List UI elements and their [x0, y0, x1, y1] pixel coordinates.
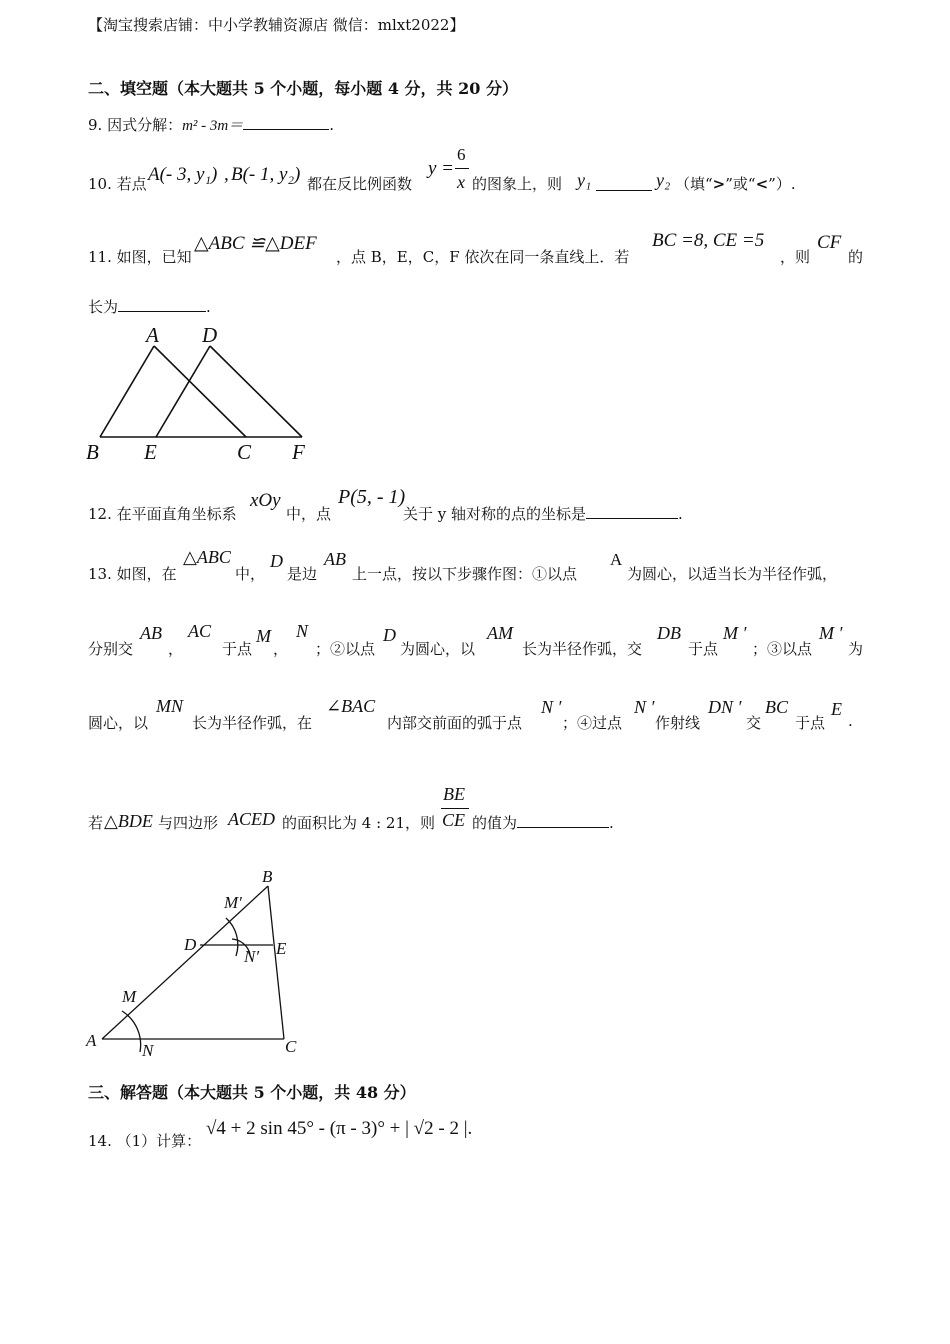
q13-fraction-denominator: CE — [442, 810, 466, 830]
q10-mid: 都在反比例函数 — [307, 175, 413, 193]
q13-ab: AB — [324, 549, 346, 569]
q13-db: DB — [657, 623, 681, 643]
q13-construction-figure — [80, 862, 320, 1062]
q11-line2: 长为 . — [88, 298, 211, 316]
q13-m-prime-2: M ′ — [819, 623, 843, 643]
q10-y1: y₁ — [577, 170, 592, 190]
q9-expression: m² - 3m＝ — [182, 118, 244, 134]
q10-y2: y₂ — [656, 170, 671, 190]
q13-l1c: 是边 — [287, 565, 318, 583]
label-d: D — [202, 323, 218, 347]
q13-l2e: 长为半径作弧，交 — [522, 640, 643, 658]
q13-angle-bac: ∠BAC — [326, 696, 376, 716]
q13-dn-prime: DN ′ — [708, 697, 742, 717]
q13-ac: AC — [188, 621, 212, 641]
q10-after: 的图象上，则 — [472, 175, 563, 193]
q13-answer-blank[interactable] — [517, 813, 609, 828]
q13-l3c: 内部交前面的弧于点 — [387, 714, 523, 732]
q13-l4a: 若 — [88, 814, 104, 832]
segment-ac — [154, 346, 246, 437]
q11-de: 的 — [848, 248, 864, 266]
fig-label-b: B — [262, 867, 273, 886]
q13-l3b: 长为半径作弧，在 — [192, 714, 313, 732]
q10-func-denominator: x — [457, 172, 465, 192]
q13-l1e: 为圆心，以适当长为半径作弧， — [627, 565, 838, 583]
q13-l2h: 为 — [848, 640, 864, 658]
q13-l2g: ；③以点 — [752, 640, 813, 658]
q10-point-a: A(- 3, y₁) — [148, 164, 218, 185]
q13-l2d: 为圆心，以 — [400, 640, 476, 658]
q12-answer-blank[interactable] — [586, 504, 678, 519]
q13-n-prime-2: N ′ — [634, 697, 655, 717]
q14-prefix: 14. （1）计算： — [88, 1132, 202, 1150]
q13-aced: ACED — [228, 809, 275, 829]
q10-func-numerator: 6 — [457, 145, 466, 164]
fig-label-d: D — [184, 935, 197, 954]
q13-n: N — [296, 621, 309, 641]
fig-label-m-prime: M′ — [224, 893, 242, 912]
q13-am: AM — [487, 623, 513, 643]
q12-point: P(5, - 1) — [338, 486, 406, 508]
q13-l3a: 圆心，以 — [88, 714, 149, 732]
q13-bc: BC — [765, 697, 789, 717]
q13-d: D — [270, 551, 283, 571]
q10-prefix: 10. 若点 — [88, 175, 147, 193]
section-3-title: 三、解答题（本大题共 5 个小题，共 48 分） — [88, 1083, 416, 1102]
segment-bc — [268, 886, 284, 1039]
q11-cf: CF — [817, 232, 842, 253]
q13-fraction-numerator: BE — [443, 784, 465, 804]
q13-a: A — [610, 550, 623, 569]
label-c: C — [237, 440, 252, 464]
label-b: B — [86, 440, 99, 464]
q10-sep: , — [224, 164, 229, 185]
q11-points: ，点 B，E，C，F 依次在同一条直线上．若 — [336, 248, 630, 266]
q10-answer-blank[interactable] — [596, 176, 652, 191]
q11-then: ，则 — [780, 248, 811, 266]
fig-label-m: M — [122, 987, 137, 1006]
q12-xoy: xOy — [250, 490, 281, 511]
q13-l1a: 13. 如图，在 — [88, 565, 177, 583]
section-2-title: 二、填空题（本大题共 5 个小题，每小题 4 分，共 20 分） — [88, 79, 518, 98]
q13-l3f: 交 — [746, 714, 762, 732]
q13-l4d: 的值为 . — [472, 814, 614, 832]
question-9 — [88, 114, 334, 135]
q11-prefix: 11. 如图，已知 — [88, 248, 192, 266]
q11-congruence: △ABC ≌△DEF — [194, 233, 317, 254]
fig-label-c: C — [285, 1037, 297, 1056]
q11-triangles-figure — [84, 320, 324, 468]
label-a: A — [146, 323, 159, 347]
q13-m: M — [256, 626, 271, 646]
q11-answer-blank[interactable] — [118, 297, 206, 312]
q13-triangle-bde: △BDE — [104, 811, 153, 831]
q13-e: E — [831, 699, 842, 719]
fig-label-a: A — [86, 1031, 97, 1050]
q9-end: . — [329, 116, 335, 134]
q13-ab2: AB — [140, 623, 162, 643]
q12-after: 关于 y 轴对称的点的坐标是 . — [403, 505, 683, 523]
q13-l1b: 中， — [235, 565, 266, 583]
q10-fraction-bar — [455, 168, 469, 169]
q10-point-b: B(- 1, y₂) — [231, 164, 301, 185]
q13-n-prime: N ′ — [541, 697, 562, 717]
q9-answer-blank[interactable] — [243, 115, 329, 130]
q13-d2: D — [383, 625, 396, 645]
q13-l2b: 于点 — [222, 640, 253, 658]
fig-label-n-prime: N′ — [244, 947, 260, 966]
q10-fill-hint: （填“>”或“<”）. — [675, 175, 796, 193]
q13-l3d: ；④过点 — [562, 714, 623, 732]
segment-df — [210, 346, 302, 437]
fig-label-n: N — [142, 1041, 154, 1060]
q11-condition: BC =8, CE =5 — [652, 230, 765, 251]
q13-comma2: ， — [273, 640, 289, 658]
segment-ba — [100, 346, 154, 437]
q13-comma: ， — [168, 640, 184, 658]
q13-mn: MN — [156, 696, 183, 716]
label-e: E — [144, 440, 157, 464]
segment-ed — [156, 346, 210, 437]
q13-l3h: . — [848, 712, 853, 730]
q10-func-lhs: y = — [428, 158, 455, 179]
q13-l1d: 上一点，按以下步骤作图：①以点 — [352, 565, 578, 583]
q12-mid: 中，点 — [286, 505, 332, 523]
fig-label-e: E — [276, 939, 287, 958]
label-f: F — [292, 440, 305, 464]
q13-m-prime: M ′ — [723, 623, 747, 643]
q13-fraction-bar — [441, 808, 469, 809]
q13-l2f: 于点 — [688, 640, 719, 658]
q13-l4c: 的面积比为 4 : 21，则 — [282, 814, 435, 832]
q13-l4b: 与四边形 — [158, 814, 219, 832]
header-text: 【淘宝搜索店铺：中小学教辅资源店 微信：mlxt2022】 — [88, 16, 465, 34]
q13-l2a: 分别交 — [88, 640, 134, 658]
q13-l2c: ；②以点 — [315, 640, 376, 658]
q12-prefix: 12. 在平面直角坐标系 — [88, 505, 237, 523]
q13-l3e: 作射线 — [655, 714, 701, 732]
q13-l3g: 于点 — [795, 714, 826, 732]
q13-triangle-abc: △ABC — [183, 547, 231, 567]
q9-prefix: 9. 因式分解： — [88, 116, 183, 134]
q14-expression: √4 + 2 sin 45° - (π - 3)° + | √2 - 2 |. — [206, 1118, 473, 1139]
